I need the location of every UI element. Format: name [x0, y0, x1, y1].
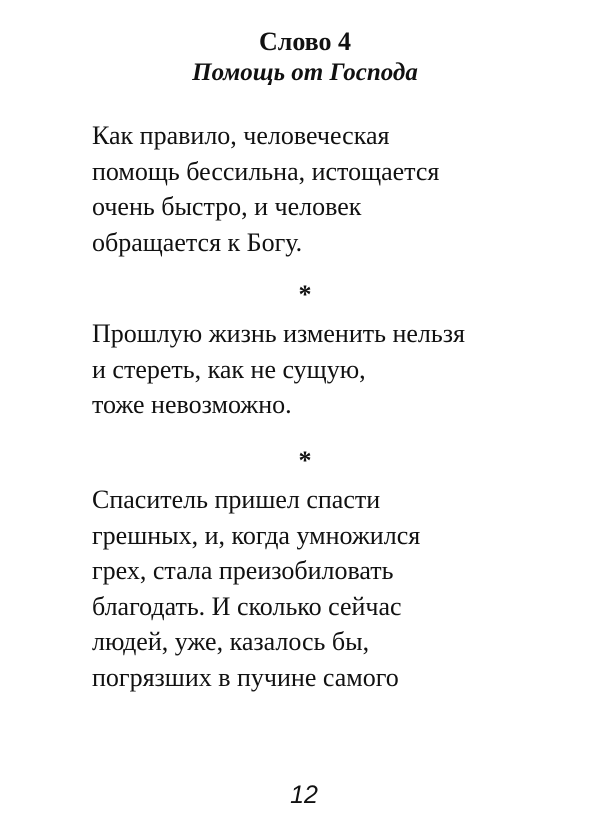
section-separator-2: *: [298, 446, 312, 475]
chapter-heading: [0, 26, 600, 89]
paragraph-2: Прошлую жизнь изменить нельзя и стереть, как не сущую, тоже невозможно.: [92, 319, 465, 419]
paragraph-1: Как правило, человеческая помощь бессильна, истощается очень быстро, и человек обращается к Богу.: [92, 121, 440, 257]
chapter-number: Слово 4: [258, 27, 352, 56]
section-separator-1: *: [298, 280, 312, 309]
paragraph-3: Спаситель пришел спасти грешных, и, когда умножился грех, стала преизобиловать благодать. И сколько сейчас людей, уже, казалось бы, погрязших в пучине самого: [92, 485, 421, 692]
page-number: 12: [290, 781, 318, 809]
chapter-title: Помощь от Господа: [192, 59, 418, 86]
